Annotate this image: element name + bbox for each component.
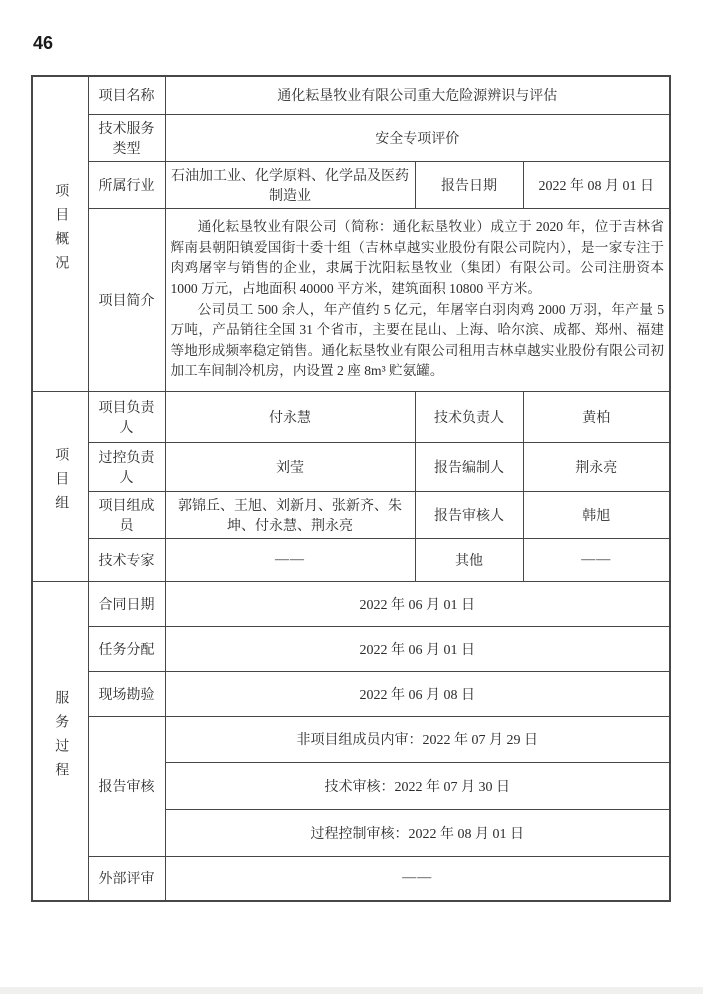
external-review-value: —— — [165, 856, 670, 901]
service-type-value: 安全专项评价 — [165, 114, 670, 161]
report-reviewer-value: 韩旭 — [523, 491, 670, 538]
service-type-label: 技术服务类型 — [88, 114, 165, 161]
review-process-control-value: 过程控制审核：2022 年 08 月 01 日 — [165, 809, 670, 856]
assignment-label: 任务分配 — [88, 626, 165, 671]
report-reviewer-label: 报告审核人 — [415, 491, 523, 538]
row-project-name — [32, 76, 670, 114]
intro-paragraph-1: 通化耘垦牧业有限公司（简称：通化耘垦牧业）成立于 2020 年，位于吉林省辉南县朝阳镇爱国街十委十组（吉林卓越实业股份有限公司院内），是一家专注于肉鸡屠宰与销售的企业，隶属于沈阳耘垦牧业（集团）有限公司。公司注册资本 1000 万元，占地面积 40000 平方米，建筑面积 10800 平方米。 — [170, 219, 665, 296]
external-review-label: 外部评审 — [88, 856, 165, 901]
row-external-review — [32, 856, 670, 901]
section-process-label: 服务过程 — [53, 690, 69, 787]
project-name-value: 通化耘垦牧业有限公司重大危险源辨识与评估 — [165, 76, 670, 114]
tech-expert-value: —— — [165, 538, 415, 581]
report-date-value: 2022 年 08 月 01 日 — [523, 161, 670, 208]
row-team-3 — [32, 491, 670, 538]
report-review-label: 报告审核 — [88, 716, 165, 856]
report-date-label: 报告日期 — [415, 161, 523, 208]
page-bottom-edge — [0, 987, 703, 994]
team-members-value: 郭锦丘、王旭、刘新月、张新齐、朱坤、付永慧、荆永亮 — [165, 491, 415, 538]
process-control-leader-value: 刘莹 — [165, 442, 415, 491]
process-control-leader-label: 过控负责人 — [88, 442, 165, 491]
tech-leader-value: 黄柏 — [523, 391, 670, 442]
project-info-table — [31, 75, 671, 902]
row-service-type — [32, 114, 670, 161]
section-overview-label: 项目概况 — [53, 183, 69, 280]
row-survey-date — [32, 671, 670, 716]
intro-label: 项目简介 — [88, 208, 165, 391]
contract-date-value: 2022 年 06 月 01 日 — [165, 581, 670, 626]
page-number: 46 — [33, 33, 54, 53]
section-process-cell — [32, 581, 88, 901]
row-industry — [32, 161, 670, 208]
project-leader-value: 付永慧 — [165, 391, 415, 442]
industry-label: 所属行业 — [88, 161, 165, 208]
survey-label: 现场勘验 — [88, 671, 165, 716]
row-contract-date — [32, 581, 670, 626]
project-name-label: 项目名称 — [88, 76, 165, 114]
row-team-1 — [32, 391, 670, 442]
project-leader-label: 项目负责人 — [88, 391, 165, 442]
team-members-label: 项目组成员 — [88, 491, 165, 538]
survey-date-value: 2022 年 06 月 08 日 — [165, 671, 670, 716]
review-internal-value: 非项目组成员内审：2022 年 07 月 29 日 — [165, 716, 670, 762]
section-overview-cell — [32, 76, 88, 391]
row-assignment-date — [32, 626, 670, 671]
report-author-label: 报告编制人 — [415, 442, 523, 491]
intro-value — [165, 208, 670, 391]
review-technical-value: 技术审核：2022 年 07 月 30 日 — [165, 762, 670, 809]
tech-leader-label: 技术负责人 — [415, 391, 523, 442]
tech-expert-label: 技术专家 — [88, 538, 165, 581]
other-label: 其他 — [415, 538, 523, 581]
contract-date-label: 合同日期 — [88, 581, 165, 626]
row-team-4 — [32, 538, 670, 581]
intro-paragraph-2: 公司员工 500 余人，年产值约 5 亿元，年屠宰白羽肉鸡 2000 万羽，年产量 5 万吨，产品销往全国 31 个省市，主要在昆山、上海、哈尔滨、成都、郑州、福建等地形成频率稳定销售。通化耘垦牧业有限公司租用吉林卓越实业股份有限公司初加工车间制冷机房，内设置 2 座 8m³ 贮氨罐。 — [170, 301, 665, 379]
row-intro — [32, 208, 670, 391]
row-review-1 — [32, 716, 670, 762]
section-team-label: 项目组 — [53, 447, 69, 520]
other-value: —— — [523, 538, 670, 581]
row-team-2 — [32, 442, 670, 491]
industry-value: 石油加工业、化学原料、化学品及医药制造业 — [165, 161, 415, 208]
section-team-cell — [32, 391, 88, 581]
assignment-date-value: 2022 年 06 月 01 日 — [165, 626, 670, 671]
report-author-value: 荆永亮 — [523, 442, 670, 491]
